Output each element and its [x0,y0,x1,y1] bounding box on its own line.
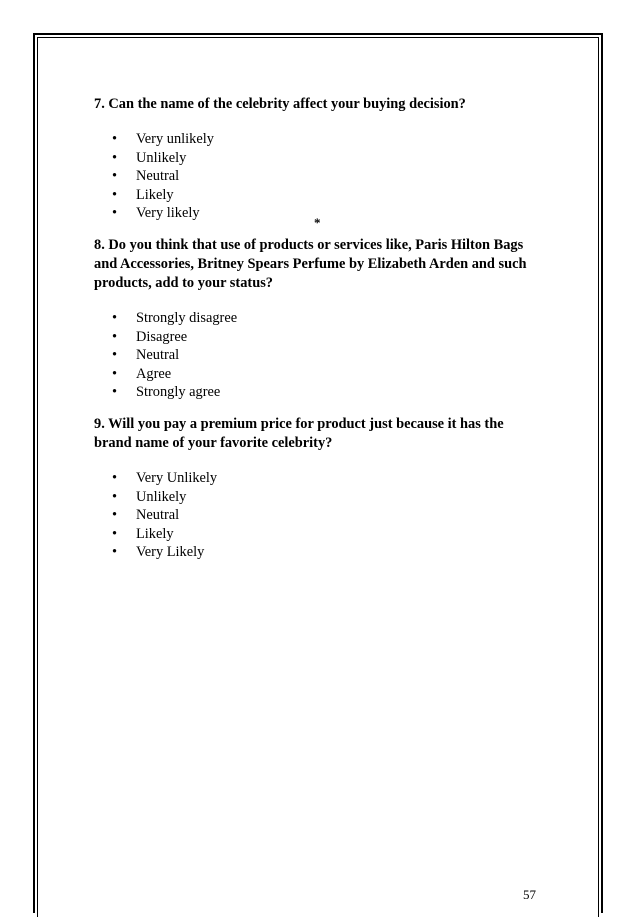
question-8-options [112,309,237,402]
question-8: 8. Do you think that use of products or services like, Paris Hilton Bags and Accessories, Britney Spears Perfume by Elizabeth Arden and such products, add to your status? [94,237,527,291]
option-item: • Neutral [112,168,180,184]
bullet-icon: • [112,488,118,505]
option-item: • Very Unlikely [112,470,218,486]
bullet-icon: • [112,507,118,523]
bullet-icon: • [112,347,118,363]
question-9: 9. Will you pay a premium price for product just because it has the brand name of your favorite celebrity? [94,416,504,451]
question-9-options [112,469,217,562]
option-item: • Likely [112,186,174,203]
option-item: • Very unlikely [112,131,214,147]
bullet-icon: • [112,149,118,166]
bullet-icon: • [112,205,118,221]
option-item: • Agree [112,365,172,382]
option-item: • Unlikely [112,149,187,166]
option-item: • Unlikely [112,488,187,505]
bullet-icon: • [112,365,118,382]
option-item: • Strongly agree [112,384,221,400]
bullet-icon: • [112,384,118,400]
bullet-icon: • [112,310,118,326]
bullet-icon: • [112,131,118,147]
question-7: 7. Can the name of the celebrity affect your buying decision? [94,96,466,112]
bullet-icon: • [112,168,118,184]
option-item: • Very likely [112,205,200,221]
bullet-icon: • [112,328,118,345]
question-7-options [112,130,214,223]
separator-asterisk: * [314,215,321,230]
option-item: • Strongly disagree [112,310,238,326]
option-item: • Neutral [112,347,180,363]
option-item: • Neutral [112,507,180,523]
option-item: • Disagree [112,328,188,345]
bullet-icon: • [112,186,118,203]
bullet-icon: • [112,525,118,542]
bullet-icon: • [112,470,118,486]
page-number: 57 [523,887,536,902]
bullet-icon: • [112,544,118,560]
option-item: • Very Likely [112,544,205,560]
option-item: • Likely [112,525,174,542]
